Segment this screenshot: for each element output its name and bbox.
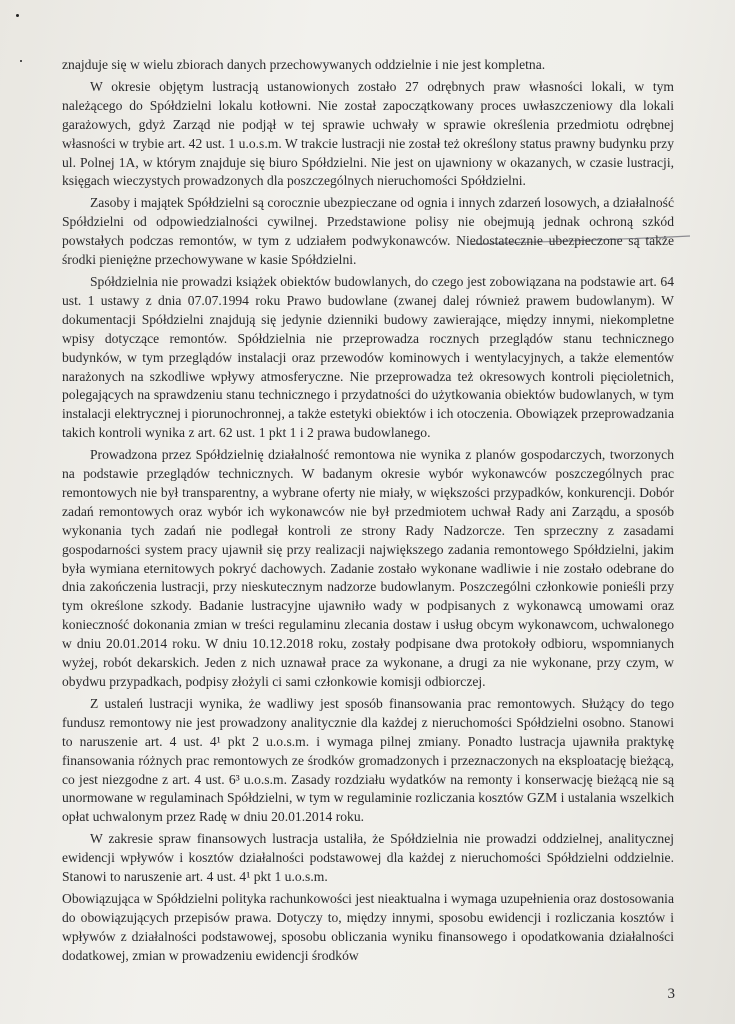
paragraph-ownership: W okresie objętym lustracją ustanowionych zostało 27 odrębnych praw własności lokali, w tym należącego do Spółdzielni lokalu kotłowni. Nie został zapoczątkowany proces uwłaszczeniowy dla lokali garażowych, gdyż Zarząd nie podjął w tej sprawie uchwały w sprawie określenia przedmiotu odrębnej własności w trybie art. 42 ust. 1 u.o.s.m. W trakcie lustracji nie został też określony status prawny budynku przy ul. Polnej 1A, w którym znajduje się biuro Spółdzielni. Nie jest on ujawniony w okazanych, w czasie lustracji, księgach wieczystych prowadzonych dla poszczególnych nieruchomości Spółdzielni. bbox=[62, 78, 674, 189]
paragraph-financial: W zakresie spraw finansowych lustracja ustaliła, że Spółdzielnia nie prowadzi oddzielnej, analitycznej ewidencji wpływów i kosztów działalności podstawowej dla każdej z nieruchomości Spółdzielni oddzielnie. Stanowi to naruszenie art. 4 ust. 4¹ pkt 1 u.o.s.m. bbox=[62, 831, 674, 885]
page-number: 3 bbox=[667, 986, 675, 1002]
dust-speck bbox=[20, 60, 22, 62]
paragraph-building-books: Spółdzielnia nie prowadzi książek obiektów budowlanych, do czego jest zobowiązana na podstawie art. 64 ust. 1 ustawy z dnia 07.07.1994 roku Prawo budowlane (zwanej dalej również prawem budowlanym). W dokumentacji Spółdzielni znajdują się jedynie dzienniki budowy zawierające, między innymi, niekompletne wpisy dotyczące remontów. Spółdzielnia nie przeprowadza rocznych przeglądów stanu technicznego budynków, w tym przeglądów instalacji oraz przewodów kominowych i wentylacyjnych, a także elementów narażonych na szkodliwe wpływy atmosferyczne. Nie przeprowadza też okresowych kontroli pięcioletnich, polegających na sprawdzeniu stanu technicznego i przydatności do użytkowania obiektów budowlanych, w tym instalacji elektrycznej i piorunochronnej, a także estetyki obiektów i ich otoczenia. Obowiązek przeprowadzania takich kontroli wynika z art. 62 ust. 1 pkt 1 i 2 prawa budowlanego. bbox=[62, 273, 674, 441]
paragraph-accounting-policy: Obowiązująca w Spółdzielni polityka rachunkowości jest nieaktualna i wymaga uzupełnienia oraz dostosowania do obowiązujących przepisów prawa. Dotyczy to, między innymi, sposobu ewidencji i rozliczania kosztów i wpływów z działalności podstawowej, sposobu obliczania wyniku finansowego i opodatkowania działalności dodatkowej, zmian w prowadzeniu ewidencji środków bbox=[62, 890, 674, 963]
document-body bbox=[62, 56, 674, 969]
dust-speck bbox=[16, 14, 19, 17]
paragraph-renovation: Prowadzona przez Spółdzielnię działalność remontowa nie wynika z planów gospodarczych, tworzonych na podstawie przeglądów technicznych. W badanym okresie wybór wykonawców poszczególnych prac remontowych nie był transparentny, a wybrane oferty nie miały, w większości przypadków, konkurencji. Dobór zadań remontowych oraz wybór ich wykonawców nie był przedmiotem uchwał Rady ani Zarządu, a sposób wykonania tych zadań nie podlegał kontroli ze strony Rady Nadzorcze. Ten sprzeczny z zasadami gospodarności system pracy ujawnił się przy realizacji największego zadania remontowego Spółdzielni, jakim była wymiana eternitowych pokryć dachowych. Zadanie zostało wykonane wadliwie i nie zostało odebrane do dnia zakończenia lustracji, przy nieskutecznym nadzorze budowlanym. Poszczególni członkowie ponieśli przy tym określone szkody. Badanie lustracyjne ujawniło wady w podpisanych z wykonawcą umowami oraz konieczność dokonania zmian w treści regulaminu zlecania dostaw i usług obcym wykonawcom, uchwalonego w dniu 20.01.2014 roku. W dniu 10.12.2018 roku, zostały podpisane dwa protokoły odbioru, wspomnianych wyżej, robót dekarskich. Jeden z nich uznawał prace za wykonane, a drugi za nie wykonane, przy czym, w obydwu przypadkach, podpisy złożyli ci sami członkowie komisji odbiorczej. bbox=[62, 447, 674, 689]
paragraph-insurance: Zasoby i majątek Spółdzielni są corocznie ubezpieczane od ognia i innych zdarzeń losowych, a działalność Spółdzielni od odpowiedzialności cywilnej. Przedstawione polisy nie obejmują jednak ochroną szkód powstałych podczas remontów, w tym z udziałem podwykonawców. Niedostatecznie ubezpieczone są także środki pieniężne przechowywane w kasie Spółdzielni. bbox=[62, 195, 674, 268]
paragraph-repair-fund: Z ustaleń lustracji wynika, że wadliwy jest sposób finansowania prac remontowych. Służący do tego fundusz remontowy nie jest prowadzony analitycznie dla każdej z nieruchomości Spółdzielni osobno. Stanowi to naruszenie art. 4 ust. 4¹ pkt 2 u.o.s.m. i wymaga pilnej zmiany. Ponadto lustracja ujawniła praktykę finansowania różnych prac remontowych ze środków gromadzonych i przeznaczonych na eksploatację bieżącą, co jest niezgodne z art. 4 ust. 6³ u.o.s.m. Zasady rozdziału wydatków na remonty i konserwację bieżącą nie są unormowane w regulaminach Spółdzielni, w tym w regulaminie rozliczania kosztów GZM i ustalania wszelkich opłat uchwalonym przez Radę w dniu 20.01.2014 roku. bbox=[62, 695, 674, 825]
paragraph-continuation: znajduje się w wielu zbiorach danych przechowywanych oddzielnie i nie jest kompletna. bbox=[62, 57, 546, 72]
